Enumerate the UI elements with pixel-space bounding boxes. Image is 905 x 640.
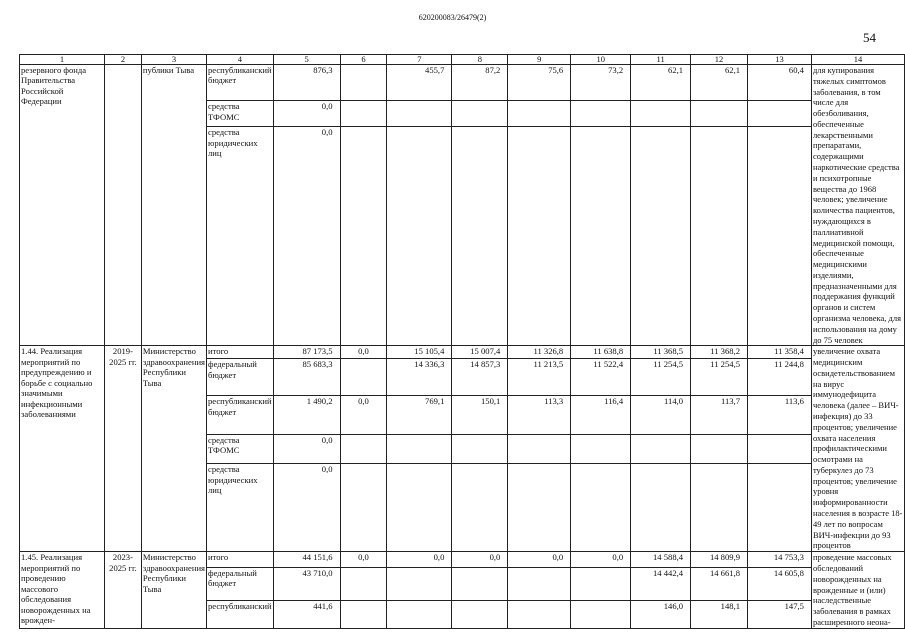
amount-cell bbox=[508, 567, 571, 600]
amount-cell: 11 213,5 bbox=[508, 359, 571, 396]
table-row bbox=[20, 346, 905, 359]
amount-cell: 769,1 bbox=[387, 396, 452, 434]
amount-cell bbox=[748, 464, 812, 552]
amount-cell: 148,1 bbox=[691, 601, 748, 629]
amount-cell: 60,4 bbox=[748, 65, 812, 101]
amount-cell: 150,1 bbox=[452, 396, 508, 434]
amount-cell: 441,6 bbox=[273, 601, 340, 629]
amount-cell bbox=[340, 65, 387, 101]
amount-cell: 15 105,4 bbox=[387, 346, 452, 359]
amount-cell bbox=[571, 434, 631, 463]
measure-name: 1.45. Реализация мероприятий по проведению массового обследования новорожденных на врожден- bbox=[20, 552, 105, 628]
amount-cell bbox=[571, 567, 631, 600]
amount-cell: 0,0 bbox=[508, 552, 571, 568]
amount-cell: 11 244,8 bbox=[748, 359, 812, 396]
amount-cell: 11 368,5 bbox=[631, 346, 691, 359]
amount-cell: 11 254,5 bbox=[631, 359, 691, 396]
amount-cell bbox=[631, 434, 691, 463]
implementation-period bbox=[104, 65, 141, 346]
funding-source: средства юридических лиц bbox=[207, 464, 274, 552]
amount-cell: 14 588,4 bbox=[631, 552, 691, 568]
amount-cell bbox=[631, 127, 691, 346]
responsible-executor: Министерство здравоохранения Республики Тыва bbox=[141, 346, 206, 552]
amount-cell bbox=[571, 601, 631, 629]
amount-cell: 62,1 bbox=[691, 65, 748, 101]
amount-cell bbox=[508, 101, 571, 127]
amount-cell bbox=[508, 601, 571, 629]
amount-cell bbox=[691, 127, 748, 346]
amount-cell: 14 809,9 bbox=[691, 552, 748, 568]
funding-source: средства ТФОМС bbox=[207, 434, 274, 463]
amount-cell bbox=[508, 464, 571, 552]
responsible-executor: Министерство здравоохранения Республики Тыва bbox=[141, 552, 206, 628]
col-header: 9 bbox=[508, 55, 571, 65]
amount-cell: 11 368,2 bbox=[691, 346, 748, 359]
amount-cell: 0,0 bbox=[273, 127, 340, 346]
amount-cell bbox=[387, 567, 452, 600]
table-row bbox=[20, 65, 905, 101]
col-header: 8 bbox=[452, 55, 508, 65]
amount-cell: 73,2 bbox=[571, 65, 631, 101]
table-row bbox=[20, 552, 905, 568]
amount-cell: 15 007,4 bbox=[452, 346, 508, 359]
amount-cell: 455,7 bbox=[387, 65, 452, 101]
funding-source: федеральный бюджет bbox=[207, 359, 274, 396]
col-header: 4 bbox=[207, 55, 274, 65]
amount-cell bbox=[691, 464, 748, 552]
funding-source: республиканский бюджет bbox=[207, 396, 274, 434]
amount-cell: 114,0 bbox=[631, 396, 691, 434]
amount-cell bbox=[508, 434, 571, 463]
amount-cell bbox=[691, 101, 748, 127]
page-number: 54 bbox=[863, 30, 876, 45]
amount-cell bbox=[631, 101, 691, 127]
funding-source: итого bbox=[207, 346, 274, 359]
amount-cell: 0,0 bbox=[452, 552, 508, 568]
funding-source: итого bbox=[207, 552, 274, 568]
expected-result: проведение массовых обследований новорожденных на врожденные и (или) наследственные заболевания в рамках расширенного неона- bbox=[811, 552, 904, 628]
amount-cell bbox=[452, 567, 508, 600]
amount-cell: 14 753,3 bbox=[748, 552, 812, 568]
amount-cell: 0,0 bbox=[571, 552, 631, 568]
amount-cell: 85 683,3 bbox=[273, 359, 340, 396]
amount-cell: 0,0 bbox=[387, 552, 452, 568]
amount-cell: 14 336,3 bbox=[387, 359, 452, 396]
amount-cell bbox=[340, 101, 387, 127]
col-header: 7 bbox=[387, 55, 452, 65]
funding-source: средства юридических лиц bbox=[207, 127, 274, 346]
amount-cell bbox=[340, 434, 387, 463]
amount-cell: 14 605,8 bbox=[748, 567, 812, 600]
col-header: 13 bbox=[748, 55, 812, 65]
amount-cell bbox=[571, 464, 631, 552]
amount-cell bbox=[387, 601, 452, 629]
amount-cell: 44 151,6 bbox=[273, 552, 340, 568]
amount-cell bbox=[452, 101, 508, 127]
amount-cell: 113,3 bbox=[508, 396, 571, 434]
amount-cell bbox=[748, 434, 812, 463]
amount-cell bbox=[691, 434, 748, 463]
amount-cell: 0,0 bbox=[340, 396, 387, 434]
amount-cell: 14 857,3 bbox=[452, 359, 508, 396]
amount-cell: 11 326,8 bbox=[508, 346, 571, 359]
amount-cell: 0,0 bbox=[273, 464, 340, 552]
funding-source: республиканский bbox=[207, 601, 274, 629]
amount-cell bbox=[571, 101, 631, 127]
amount-cell bbox=[452, 601, 508, 629]
amount-cell bbox=[748, 101, 812, 127]
amount-cell: 0,0 bbox=[273, 101, 340, 127]
column-number-row bbox=[20, 55, 905, 65]
measure-name: 1.44. Реализация мероприятий по предупреждению и борьбе с социально значимыми инфекционными заболеваниями bbox=[20, 346, 105, 552]
amount-cell bbox=[748, 127, 812, 346]
col-header: 1 bbox=[20, 55, 105, 65]
program-table bbox=[19, 54, 905, 629]
amount-cell bbox=[340, 601, 387, 629]
amount-cell bbox=[508, 127, 571, 346]
col-header: 5 bbox=[273, 55, 340, 65]
amount-cell: 11 358,4 bbox=[748, 346, 812, 359]
expected-result: увеличение охвата медицинским освидетельствованием на вирус иммунодефицита человека (далее – ВИЧ-инфекция) до 33 процентов; увеличение охвата населения профилактическими осмотрами на туберкулез до 73 процентов; увеличение уровня информированности населения в возрасте 18-49 лет по вопросам ВИЧ-инфекции до 93 процентов bbox=[812, 346, 903, 551]
amount-cell bbox=[571, 127, 631, 346]
amount-cell bbox=[452, 464, 508, 552]
amount-cell bbox=[631, 464, 691, 552]
amount-cell bbox=[340, 567, 387, 600]
col-header: 2 bbox=[104, 55, 141, 65]
amount-cell: 146,0 bbox=[631, 601, 691, 629]
amount-cell: 0,0 bbox=[340, 346, 387, 359]
col-header: 3 bbox=[141, 55, 206, 65]
amount-cell bbox=[387, 434, 452, 463]
amount-cell: 43 710,0 bbox=[273, 567, 340, 600]
amount-cell: 0,0 bbox=[340, 552, 387, 568]
amount-cell: 14 442,4 bbox=[631, 567, 691, 600]
implementation-period: 2023-2025 гг. bbox=[104, 552, 141, 628]
amount-cell: 75,6 bbox=[508, 65, 571, 101]
col-header: 12 bbox=[691, 55, 748, 65]
funding-source: средства ТФОМС bbox=[207, 101, 274, 127]
amount-cell: 14 661,8 bbox=[691, 567, 748, 600]
funding-source: федеральный бюджет bbox=[207, 567, 274, 600]
amount-cell: 11 254,5 bbox=[691, 359, 748, 396]
document-id: 620200083/26479(2) bbox=[418, 13, 487, 22]
amount-cell: 1 490,2 bbox=[273, 396, 340, 434]
measure-name: резервного фонда Правительства Российской Федерации bbox=[20, 65, 105, 346]
amount-cell bbox=[387, 464, 452, 552]
amount-cell: 113,7 bbox=[691, 396, 748, 434]
expected-result: для купирования тяжелых симптомов заболевания, в том числе для обезболивания, обеспеченные лекарственными препаратами, содержащими наркотические средства и психотропные вещества до 1968 человек; увеличение количества пациентов, нуждающихся в паллиативной медицинской помощи, обеспеченные медицинскими изделиями, предназначенными для поддержания функций органов и систем организма человека, для использования на дому до 75 человек bbox=[811, 65, 904, 346]
funding-source: республиканский бюджет bbox=[207, 65, 274, 101]
col-header: 10 bbox=[571, 55, 631, 65]
amount-cell: 87,2 bbox=[452, 65, 508, 101]
amount-cell: 876,3 bbox=[273, 65, 340, 101]
amount-cell: 116,4 bbox=[571, 396, 631, 434]
implementation-period: 2019-2025 гг. bbox=[104, 346, 141, 552]
amount-cell: 113,6 bbox=[748, 396, 812, 434]
amount-cell: 11 638,8 bbox=[571, 346, 631, 359]
amount-cell bbox=[387, 101, 452, 127]
amount-cell bbox=[340, 359, 387, 396]
amount-cell: 147,5 bbox=[748, 601, 812, 629]
amount-cell bbox=[340, 464, 387, 552]
responsible-executor: публики Тыва bbox=[141, 65, 206, 346]
amount-cell: 87 173,5 bbox=[273, 346, 340, 359]
amount-cell bbox=[340, 127, 387, 346]
amount-cell: 0,0 bbox=[273, 434, 340, 463]
amount-cell: 62,1 bbox=[631, 65, 691, 101]
amount-cell bbox=[452, 127, 508, 346]
amount-cell bbox=[452, 434, 508, 463]
col-header: 11 bbox=[631, 55, 691, 65]
amount-cell bbox=[387, 127, 452, 346]
amount-cell: 11 522,4 bbox=[571, 359, 631, 396]
col-header: 14 bbox=[811, 55, 904, 65]
col-header: 6 bbox=[340, 55, 387, 65]
